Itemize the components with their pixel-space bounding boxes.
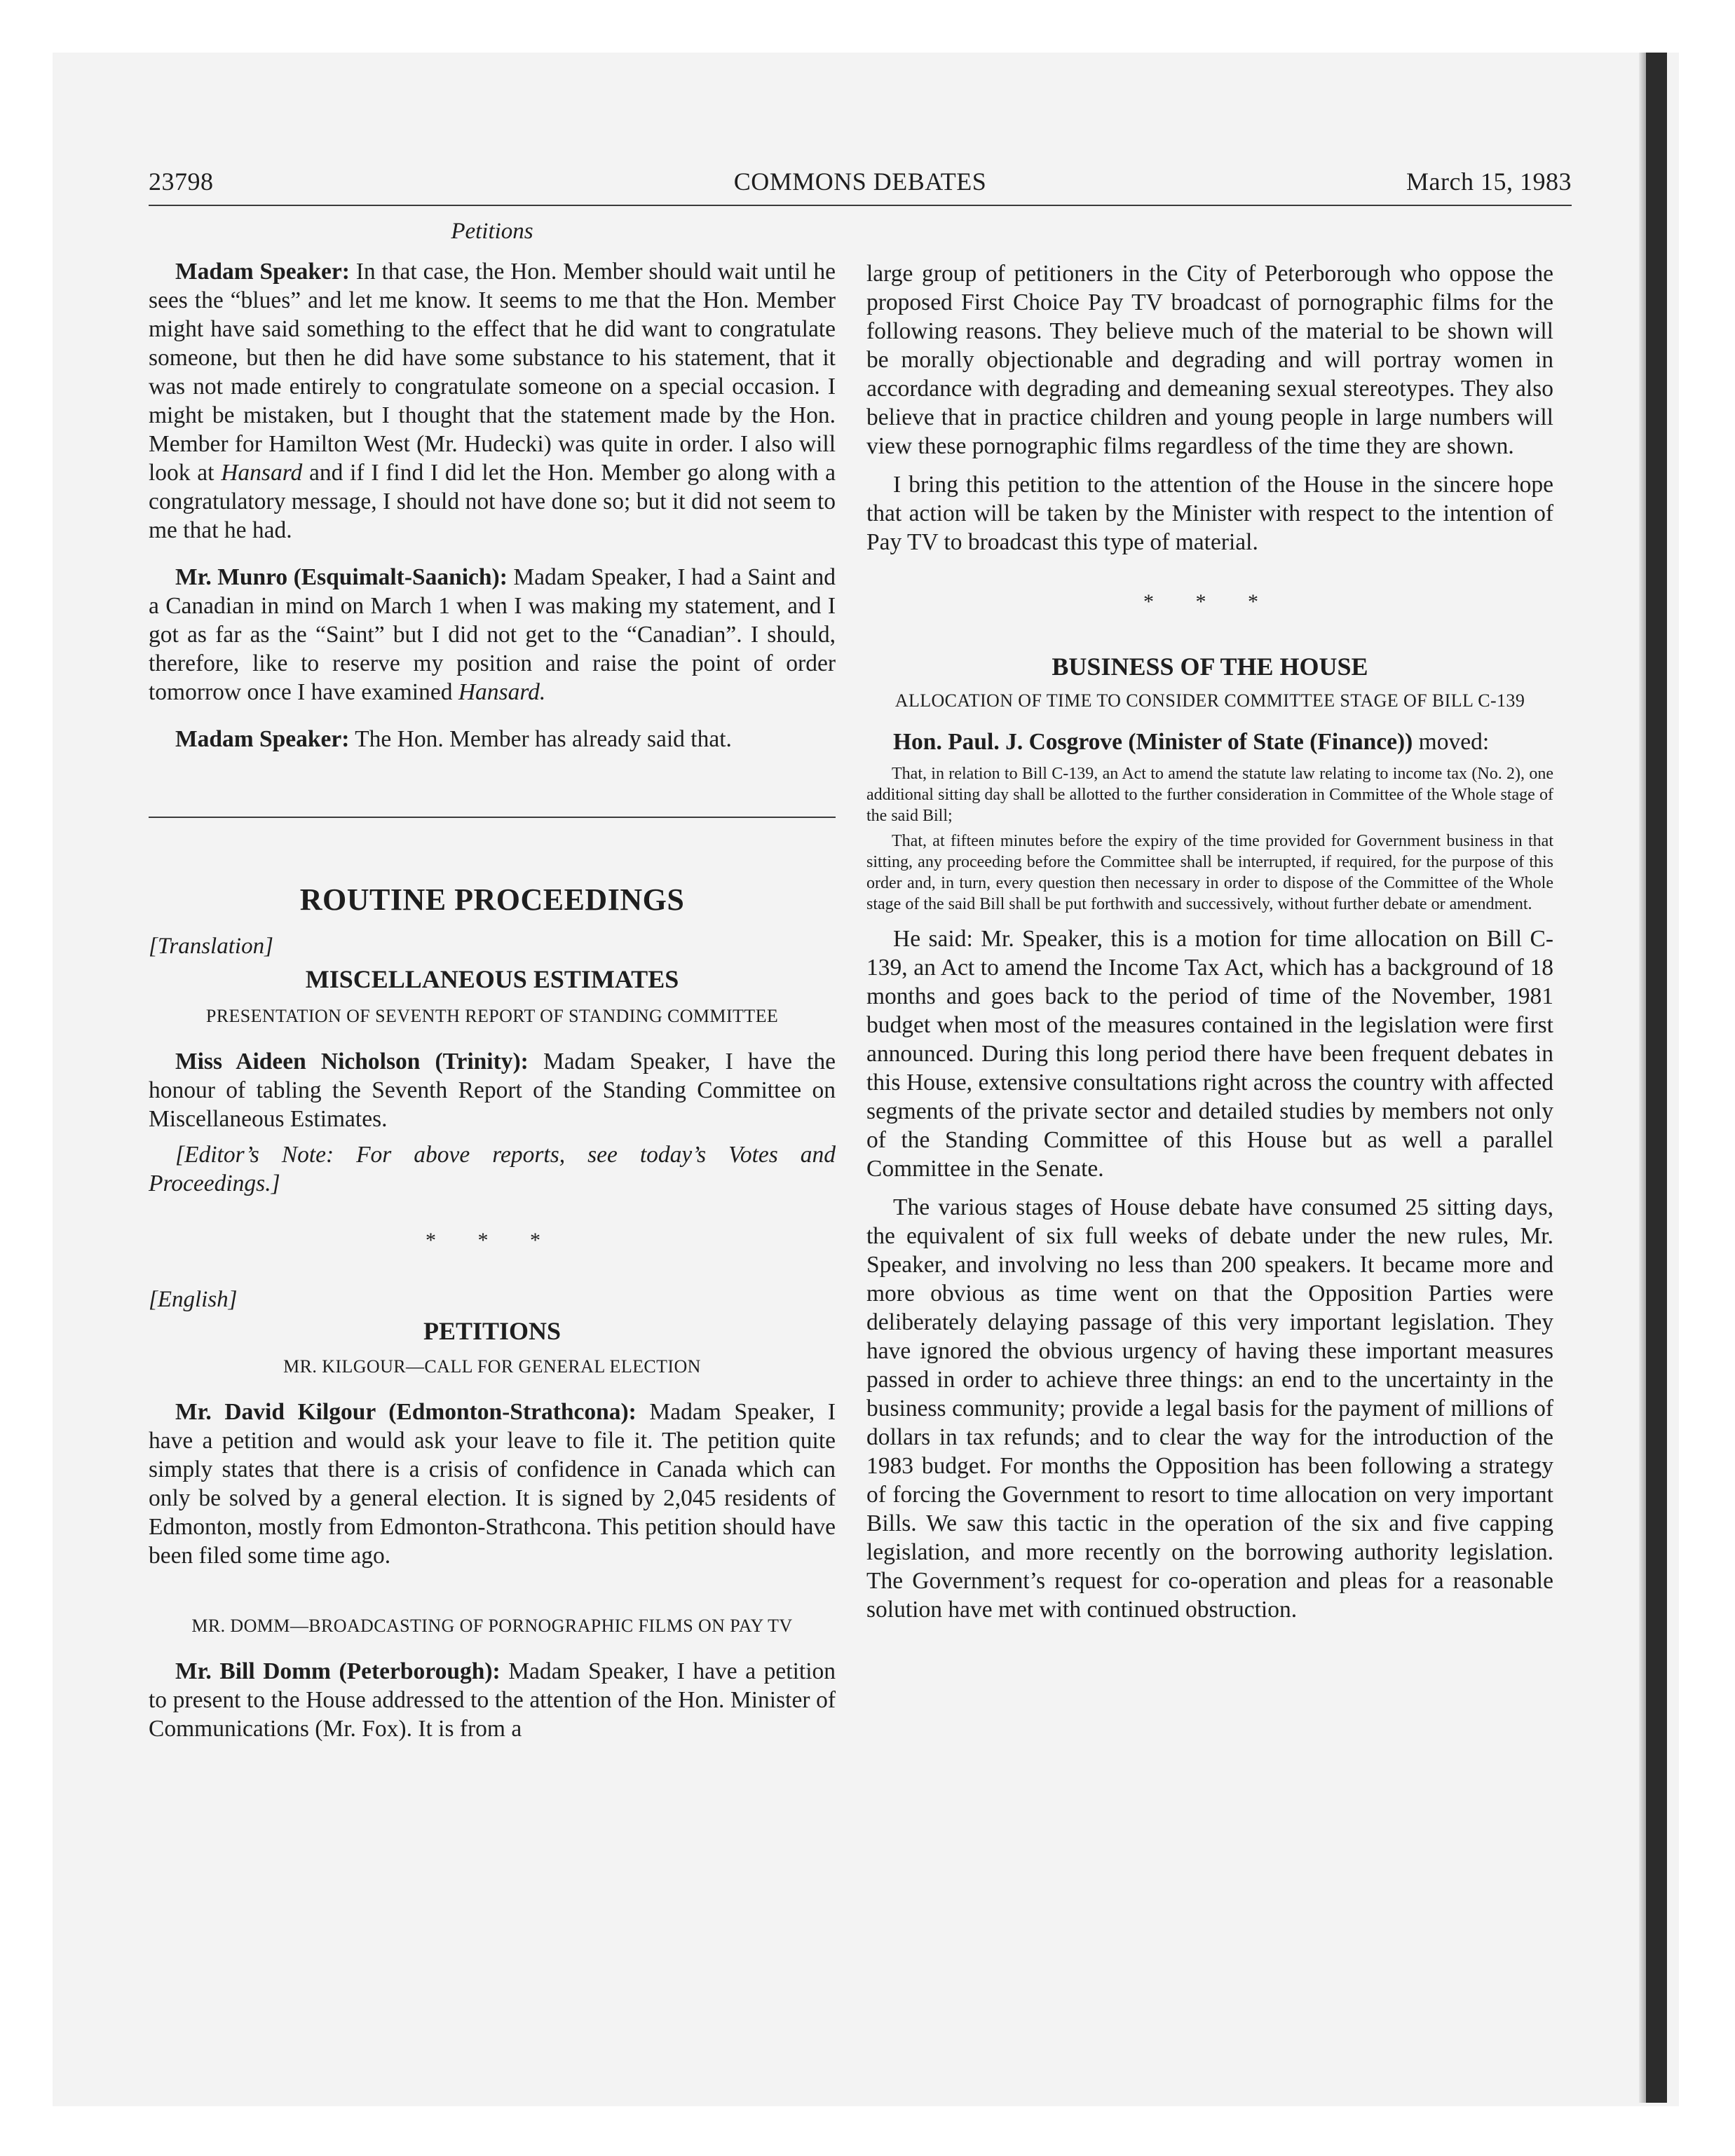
- header-rule: [149, 205, 1572, 206]
- publication-title: COMMONS DEBATES: [733, 168, 987, 196]
- section-heading-routine-proceedings: ROUTINE PROCEEDINGS: [299, 882, 685, 917]
- speaker-name: Hon. Paul. J. Cosgrove (Minister of State (Finance)): [893, 729, 1413, 755]
- motion-clause-2: That, at fifteen minutes before the expiry of the time provided for Government business in that sitting, any proceeding before the Committee shall be interrupted, if required, for the purpose of this order and, in turn, every question then necessary in order to dispose of the Committee of the Whole stage of the said Bill shall be put forthwith and successively, without further debate or amendment.: [866, 832, 1553, 913]
- paragraph-domm-continued: large group of petitioners in the City of Peterborough who oppose the proposed First Choice Pay TV broadcast of pornographic films for the following reasons. They believe much of the material to be shown will be morally objectionable and degrading and will portray women in accordance with degrading and demeaning sexual stereotypes. They also believe that in practice children and young people in large numbers will view these pornographic films regardless of the time they are shown.: [866, 261, 1553, 459]
- paragraph-munro: Mr. Munro (Esquimalt-Saanich): Madam Speaker, I had a Saint and a Canadian in mind on March 1 when I was making my statement, and I got as far as the “Saint” but I did not get to the “Canadian”. I should, therefore, like to reserve my position and raise the point of order tomorrow once I have examined Hansard.: [149, 564, 836, 705]
- speaker-name: Mr. Munro (Esquimalt-Saanich):: [175, 564, 508, 590]
- paragraph-house-debate: The various stages of House debate have consumed 25 sitting days, the equivalent of six full weeks of debate under the new rules, Mr. Speaker, and involving no less than 200 speakers. It became more and more obvious as time went on that the Opposition Parties were deliberately delaying passage of this very important legislation. They have ignored the obvious urgency of having these important measures passed in order to achieve three things: an end to the uncertainty in the business community; provide a legal basis for the payment of millions of dollars in tax refunds; and to clear the way for the introduction of the 1983 budget. For months the Opposition has been following a strategy of forcing the Government to resort to time allocation on very important Bills. We saw this tactic in the operation of the six and five capping legislation, and more recently on the borrowing authority legislation. The Government’s request for co-operation and pleas for a reasonable solution have met with continued obstruction.: [866, 1194, 1553, 1623]
- subheading-domm: MR. DOMM—BROADCASTING OF PORNOGRAPHIC FILMS ON PAY TV: [191, 1616, 793, 1636]
- speaker-name: Madam Speaker:: [175, 726, 350, 752]
- right-column: [866, 259, 1553, 1624]
- subheading-kilgour: MR. KILGOUR—CALL FOR GENERAL ELECTION: [283, 1356, 701, 1377]
- running-head: Petitions: [451, 219, 533, 244]
- issue-date: March 15, 1983: [1406, 168, 1572, 196]
- speaker-name: Miss Aideen Nicholson (Trinity):: [175, 1049, 529, 1074]
- speaker-name: Mr. David Kilgour (Edmonton-Strathcona):: [175, 1399, 637, 1425]
- heading-business-of-the-house: BUSINESS OF THE HOUSE: [1052, 653, 1368, 681]
- paragraph-petition-hope: I bring this petition to the attention of the House in the sincere hope that action will be taken by the Minister with respect to the intention of Pay TV to broadcast this type of material.: [866, 472, 1553, 555]
- language-tag-translation: [Translation]: [149, 934, 273, 959]
- paragraph-madam-speaker-1: Madam Speaker: In that case, the Hon. Member should wait until he sees the “blues” and let me know. It seems to me that the Hon. Member might have said something to the effect that he did want to congratulate someone, but then he did have some substance to his statement, that it was not made entirely to congratulate someone on a special occasion. I might be mistaken, but I thought that the statement made by the Hon. Member for Hamilton West (Mr. Hudecki) was quite in order. I also will look at Hansard and if I find I did let the Hon. Member go along with a congratulatory message, I should not have done so; but it did not seem to me that he had.: [149, 259, 836, 543]
- speaker-name: Mr. Bill Domm (Peterborough):: [175, 1658, 501, 1684]
- binding-spine: [1646, 53, 1667, 2103]
- motion-clause-1: That, in relation to Bill C-139, an Act to amend the statute law relating to income tax (No. 2), one additional sitting day shall be allotted to the further consideration in Committee of the Whole stage of the said Bill;: [866, 765, 1553, 825]
- paragraph-kilgour: Mr. David Kilgour (Edmonton-Strathcona): Madam Speaker, I have a petition and would ask your leave to file it. The petition quite simply states that there is a crisis of confidence in Canada which can only be solved by a general election. It is signed by 2,045 residents of Edmonton, mostly from Edmonton-Strathcona. This petition should have been filed some time ago.: [149, 1399, 836, 1569]
- paragraph-he-said: He said: Mr. Speaker, this is a motion for time allocation on Bill C-139, an Act to amend the Income Tax Act, which has a background of 18 months and goes back to the period of time of the November, 1981 budget when most of the measures contained in the legislation were first announced. During this long period there have been frequent debates in this House, extensive consultations right across the country with affected segments of the private sector and detailed studies by members not only of the Standing Committee of this House but as well a parallel Committee in the Senate.: [866, 926, 1553, 1182]
- subheading-seventh-report: PRESENTATION OF SEVENTH REPORT OF STANDING COMMITTEE: [205, 1006, 779, 1026]
- editor-note: [Editor’s Note: For above reports, see today’s Votes and Proceedings.]: [149, 1142, 836, 1196]
- page-number: 23798: [149, 168, 214, 196]
- section-rule: [149, 817, 836, 818]
- section-separator: * * *: [426, 1229, 559, 1252]
- paragraph-cosgrove-moved: Hon. Paul. J. Cosgrove (Minister of State (Finance)) moved:: [893, 729, 1490, 755]
- paragraph-domm: Mr. Bill Domm (Peterborough): Madam Speaker, I have a petition to present to the House addressed to the attention of the Hon. Minister of Communications (Mr. Fox). It is from a: [149, 1658, 836, 1742]
- page-header: [149, 167, 1572, 206]
- heading-miscellaneous-estimates: MISCELLANEOUS ESTIMATES: [305, 965, 679, 993]
- paragraph-madam-speaker-2: Madam Speaker: The Hon. Member has already said that.: [175, 726, 732, 752]
- subheading-allocation-of-time: ALLOCATION OF TIME TO CONSIDER COMMITTEE STAGE OF BILL C-139: [894, 690, 1525, 711]
- left-column: [149, 217, 836, 1743]
- heading-petitions: PETITIONS: [423, 1317, 562, 1345]
- section-separator: * * *: [1143, 590, 1277, 613]
- language-tag-english: [English]: [149, 1287, 238, 1312]
- speaker-name: Madam Speaker:: [175, 259, 350, 285]
- paragraph-nicholson: Miss Aideen Nicholson (Trinity): Madam Speaker, I have the honour of tabling the Seventh Report of the Standing Committee on Miscellaneous Estimates.: [149, 1049, 836, 1132]
